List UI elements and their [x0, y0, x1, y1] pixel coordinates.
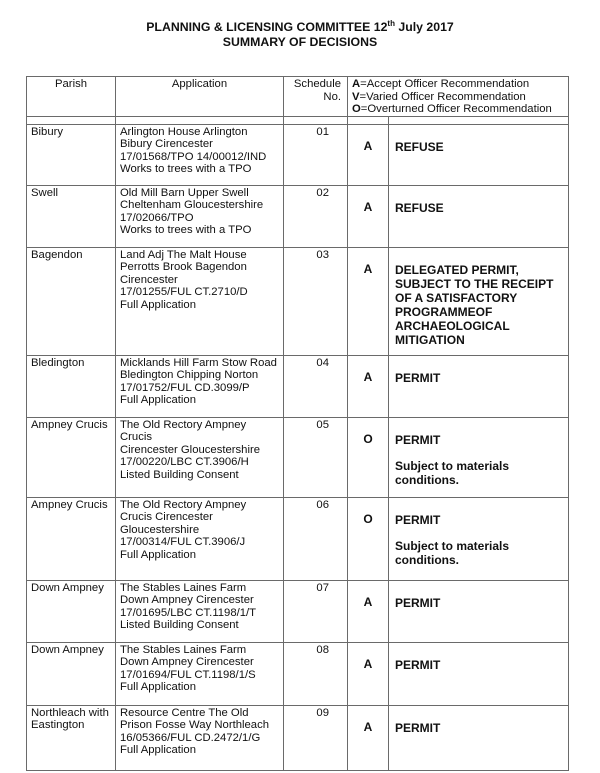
table-row	[27, 417, 569, 497]
application-cell	[116, 355, 284, 417]
application-cell	[116, 124, 284, 185]
recommendation-code-cell: A	[348, 580, 389, 642]
application-line: Full Application	[120, 681, 196, 693]
decision-cell	[389, 497, 569, 580]
application-line: 17/01752/FUL CD.3099/P	[120, 381, 250, 394]
column-header-legend	[348, 77, 569, 117]
application-line: 17/01255/FUL CT.2710/D	[120, 286, 248, 298]
application-line: Listed Building Consent	[120, 468, 239, 481]
parish-cell: Northleach with Eastington	[27, 705, 116, 770]
decision-cell	[389, 580, 569, 642]
recommendation-code-cell: A	[348, 705, 389, 770]
decision-text: DELEGATED PERMIT, SUBJECT TO THE RECEIPT OF A SATISFACTORY PROGRAMMEOF ARCHAEOLOGICAL MITIGATION	[395, 262, 554, 347]
application-cell	[116, 185, 284, 247]
application-line: The Old Rectory Ampney	[120, 498, 247, 511]
parish-cell: Bledington	[27, 355, 116, 417]
application-line: Prison Fosse Way Northleach	[120, 719, 270, 731]
decision-cell	[389, 642, 569, 705]
summary-subtitle: SUMMARY OF DECISIONS	[222, 35, 378, 49]
application-line: Down Ampney Cirencester	[120, 656, 254, 668]
recommendation-code-cell: A	[348, 185, 389, 247]
application-line: 16/05366/FUL CD.2472/1/G	[120, 731, 261, 744]
parish-cell: Bagendon	[27, 247, 116, 355]
application-cell	[116, 580, 284, 642]
application-cell	[116, 642, 284, 705]
recommendation-code-cell: A	[348, 124, 389, 185]
parish-cell: Swell	[27, 185, 116, 247]
schedule-number-cell: 05	[284, 417, 348, 497]
application-cell	[116, 497, 284, 580]
decision-text: PERMIT	[395, 595, 441, 610]
decision-text: PERMIT	[395, 370, 441, 385]
application-line: Crucis Cirencester	[120, 511, 213, 523]
decision-text: PERMIT	[395, 512, 441, 527]
application-line: Cheltenham Gloucestershire	[120, 199, 264, 211]
application-line: Full Application	[120, 394, 196, 406]
decision-cell	[389, 705, 569, 770]
column-header-parish: Parish	[27, 77, 116, 117]
recommendation-code-cell: A	[348, 642, 389, 705]
application-line: Bibury Cirencester	[120, 138, 213, 150]
application-line: Full Application	[120, 298, 196, 311]
schedule-number-cell: 08	[284, 642, 348, 705]
decision-text: REFUSE	[395, 200, 444, 215]
application-line: Full Application	[120, 548, 196, 561]
parish-cell: Ampney Crucis	[27, 497, 116, 580]
schedule-number-cell: 06	[284, 497, 348, 580]
legend-accept: A=Accept Officer Recommendation	[352, 78, 530, 90]
application-line: Listed Building Consent	[120, 619, 239, 631]
recommendation-code-cell: O	[348, 497, 389, 580]
application-line: 17/02066/TPO	[120, 211, 194, 224]
application-line: The Stables Laines Farm	[120, 581, 247, 594]
decision-text: PERMIT	[395, 720, 441, 735]
application-cell	[116, 705, 284, 770]
decision-cell	[389, 417, 569, 497]
parish-cell: Bibury	[27, 124, 116, 185]
application-line: 17/01694/FUL CT.1198/1/S	[120, 668, 256, 681]
legend-varied: V=Varied Officer Recommendation	[352, 90, 526, 103]
application-line: The Stables Laines Farm	[120, 643, 247, 656]
application-line: 17/00220/LBC CT.3906/H	[120, 456, 249, 468]
decisions-table	[26, 76, 569, 771]
schedule-number-cell: 03	[284, 247, 348, 355]
recommendation-code-cell: A	[348, 247, 389, 355]
application-line: Perrotts Brook Bagendon	[120, 261, 247, 273]
document-title	[0, 20, 600, 50]
application-line: Full Application	[120, 744, 196, 756]
decision-cell	[389, 124, 569, 185]
application-cell	[116, 247, 284, 355]
application-cell	[116, 417, 284, 497]
table-row	[27, 642, 569, 705]
schedule-number-cell: 01	[284, 124, 348, 185]
schedule-number-cell: 04	[284, 355, 348, 417]
recommendation-code-cell: O	[348, 417, 389, 497]
decision-cell	[389, 355, 569, 417]
table-row	[27, 580, 569, 642]
parish-cell: Ampney Crucis	[27, 417, 116, 497]
application-line: Cirencester Gloucestershire	[120, 443, 261, 456]
decision-cell	[389, 185, 569, 247]
application-line: Arlington House Arlington	[120, 125, 248, 138]
application-line: Works to trees with a TPO	[120, 224, 252, 236]
application-line: Works to trees with a TPO	[120, 163, 252, 175]
parish-cell: Down Ampney	[27, 580, 116, 642]
schedule-number-cell: 07	[284, 580, 348, 642]
application-line: Down Ampney Cirencester	[120, 594, 254, 606]
decision-text: PERMIT	[395, 657, 441, 672]
parish-cell: Down Ampney	[27, 642, 116, 705]
legend-overturned: O=Overturned Officer Recommendation	[352, 103, 552, 115]
decisions-table-body	[27, 124, 569, 770]
schedule-number-cell: 02	[284, 185, 348, 247]
column-header-schedule-no: Schedule No.	[284, 77, 348, 117]
application-line: 17/01695/LBC CT.1198/1/T	[120, 606, 257, 619]
table-row	[27, 124, 569, 185]
table-spacer-row	[27, 116, 569, 124]
application-line: Gloucestershire	[120, 523, 200, 536]
schedule-number-cell: 09	[284, 705, 348, 770]
application-line: Crucis	[120, 431, 153, 443]
column-header-application: Application	[116, 77, 284, 117]
application-line: Micklands Hill Farm Stow Road	[120, 356, 277, 369]
application-line: 17/00314/FUL CT.3906/J	[120, 536, 246, 548]
decision-text: PERMIT	[395, 432, 441, 447]
application-line: Resource Centre The Old	[120, 706, 249, 719]
decision-note: Subject to materials conditions.	[395, 458, 510, 487]
table-row	[27, 705, 569, 770]
application-line: Cirencester	[120, 273, 178, 286]
decision-text: REFUSE	[395, 139, 444, 154]
recommendation-code-cell: A	[348, 355, 389, 417]
application-line: Old Mill Barn Upper Swell	[120, 186, 249, 199]
table-row	[27, 497, 569, 580]
application-line: The Old Rectory Ampney	[120, 418, 247, 431]
application-line: 17/01568/TPO 14/00012/IND	[120, 150, 267, 163]
table-header-row	[27, 77, 569, 117]
table-row	[27, 185, 569, 247]
committee-title: PLANNING & LICENSING COMMITTEE 12th July 2017	[146, 18, 454, 34]
table-row	[27, 247, 569, 355]
application-line: Land Adj The Malt House	[120, 248, 247, 261]
application-line: Bledington Chipping Norton	[120, 369, 259, 381]
decision-cell	[389, 247, 569, 355]
decision-note: Subject to materials conditions.	[395, 538, 510, 567]
table-row	[27, 355, 569, 417]
